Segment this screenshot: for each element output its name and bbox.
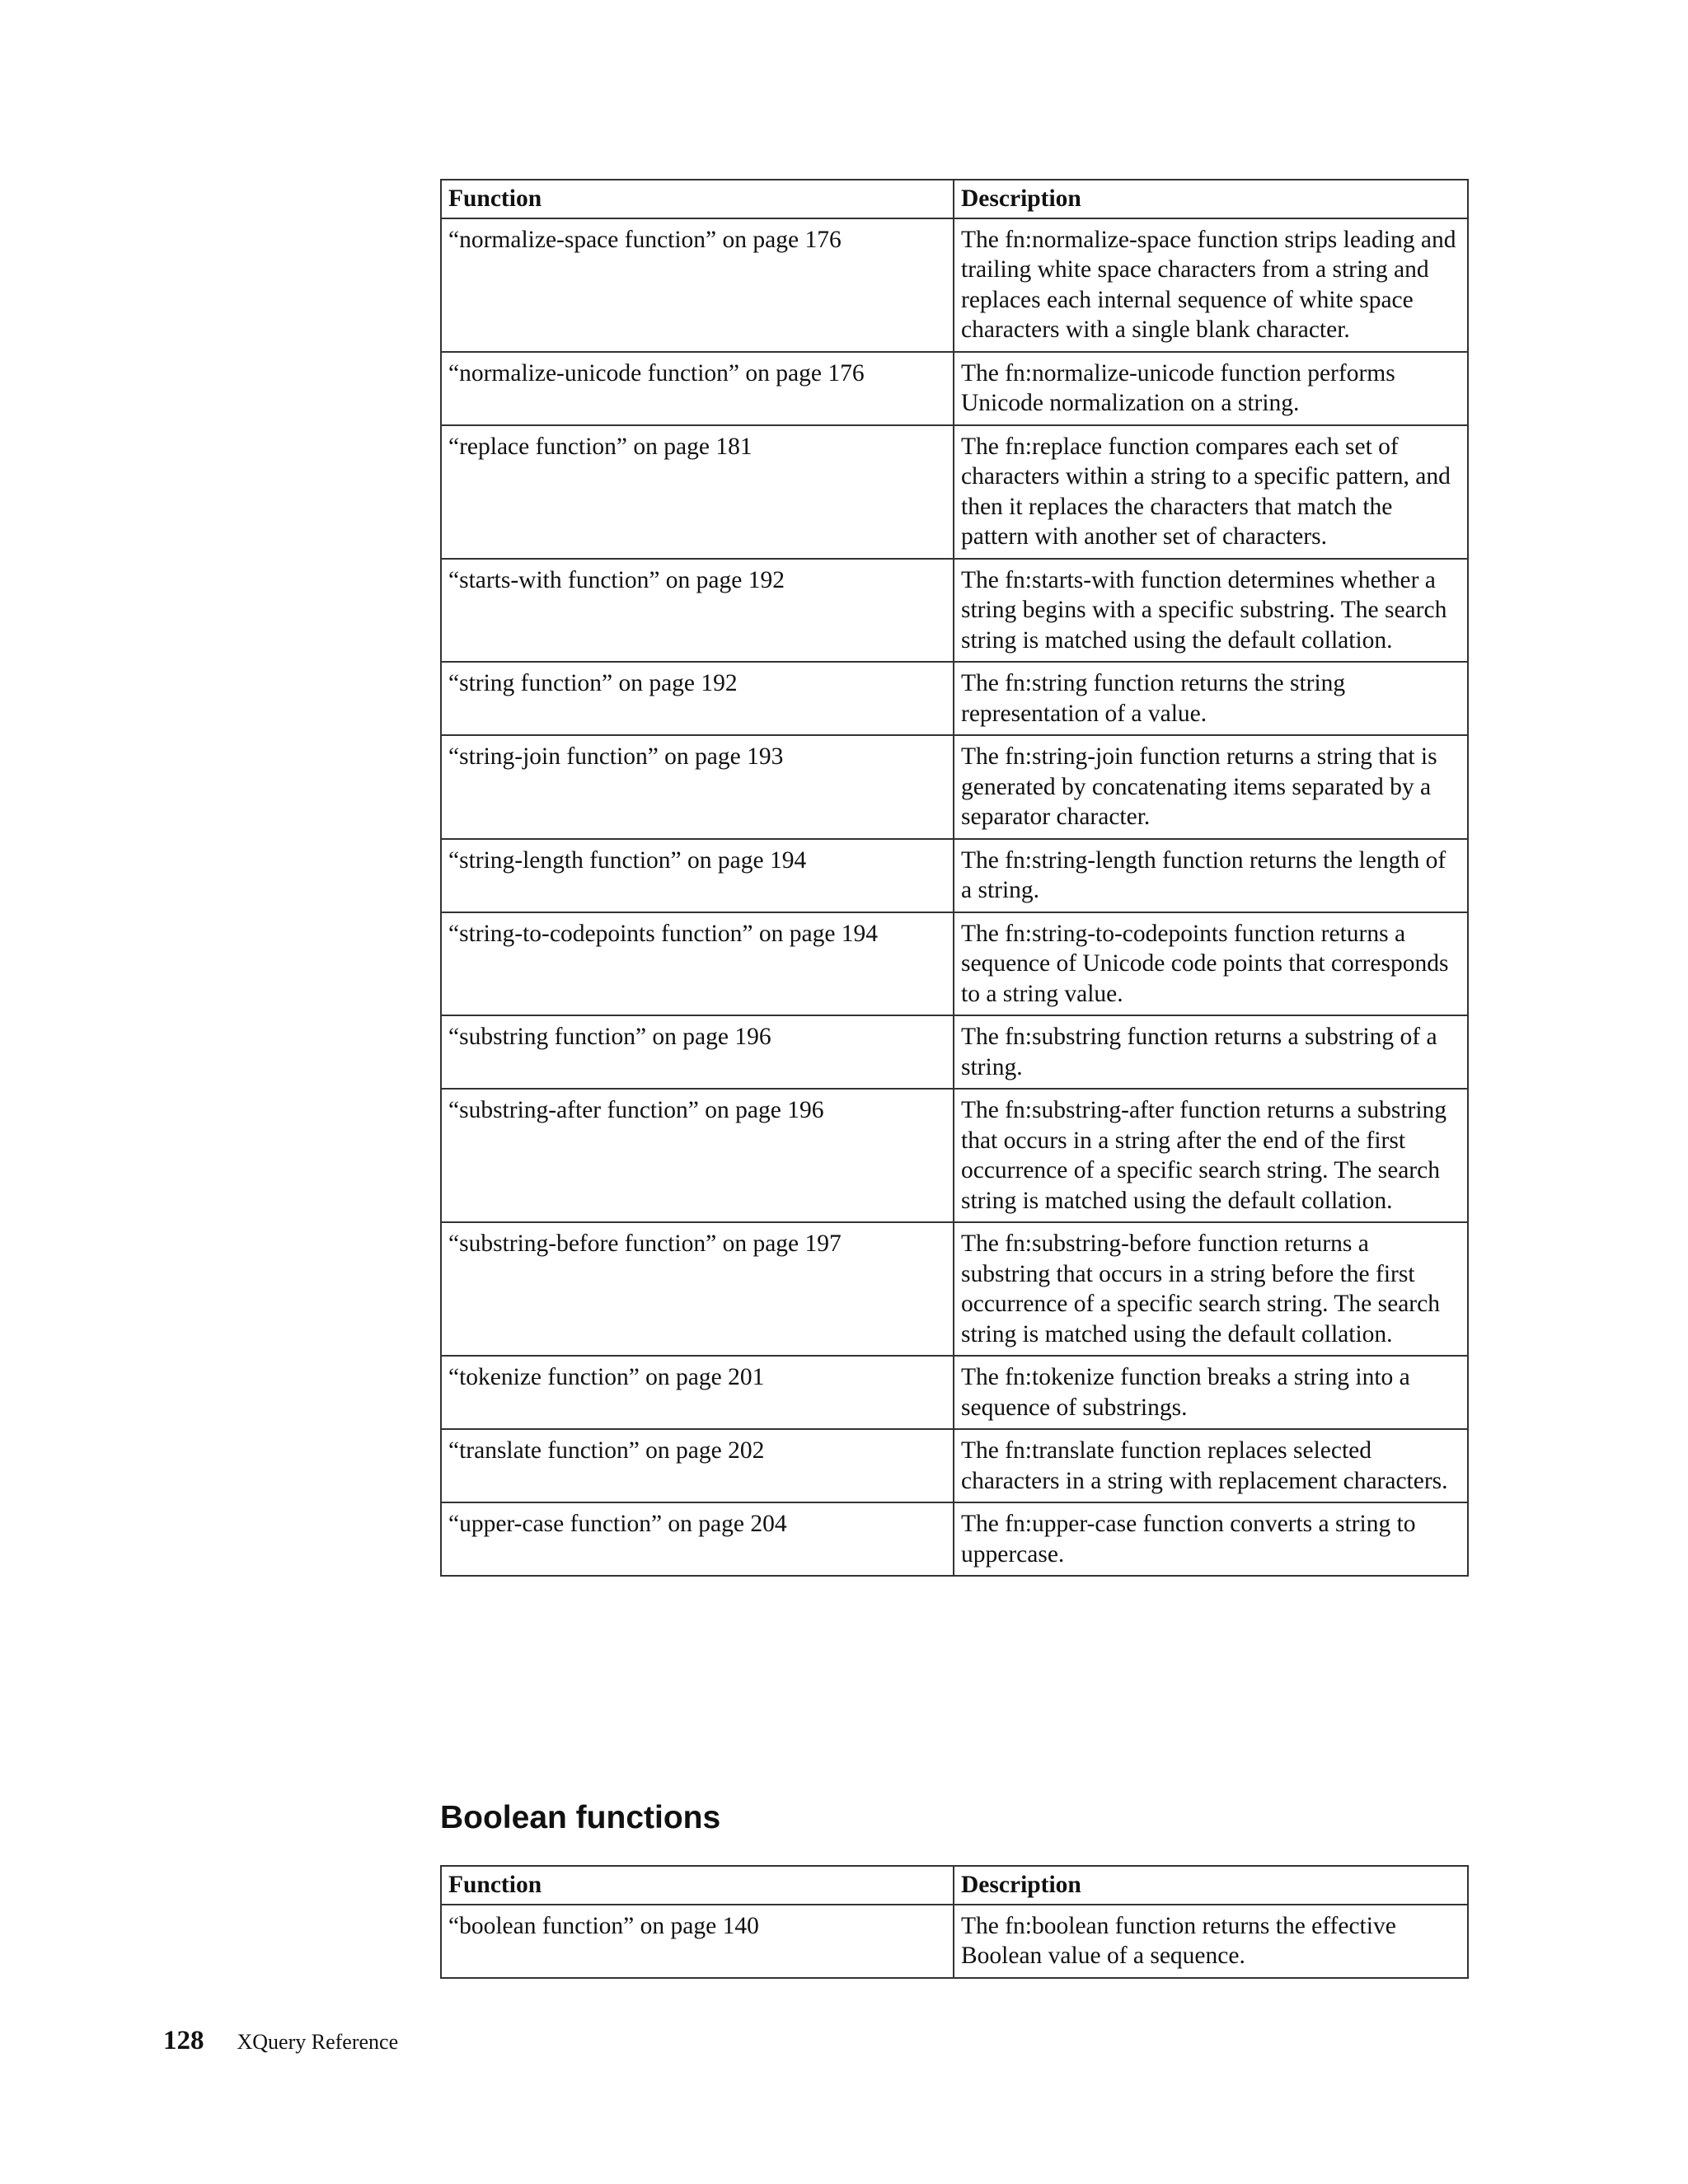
function-reference-link[interactable]: “string-length function” on page 194: [441, 839, 954, 912]
table-row: [441, 425, 1468, 559]
table-row: [441, 559, 1468, 663]
function-description: The fn:string function returns the string representation of a value.: [954, 662, 1468, 735]
function-reference-link[interactable]: “upper-case function” on page 204: [441, 1502, 954, 1576]
function-description: The fn:starts-with function determines whether a string begins with a specific substring. The search string is matched using the default collation.: [954, 559, 1468, 663]
function-description: The fn:tokenize function breaks a string into a sequence of substrings.: [954, 1356, 1468, 1429]
string-functions-rows: [441, 218, 1468, 1577]
function-reference-link[interactable]: “starts-with function” on page 192: [441, 559, 954, 663]
table-row: [441, 1356, 1468, 1429]
table-row: [441, 1015, 1468, 1089]
function-reference-link[interactable]: “replace function” on page 181: [441, 425, 954, 559]
boolean-functions-table: [440, 1865, 1469, 1979]
function-reference-link[interactable]: “string-join function” on page 193: [441, 735, 954, 839]
column-header-function: Function: [441, 180, 954, 218]
function-description: The fn:string-to-codepoints function returns a sequence of Unicode code points that corresponds to a string value.: [954, 912, 1468, 1016]
function-description: The fn:string-length function returns the length of a string.: [954, 839, 1468, 912]
function-description: The fn:normalize-unicode function performs Unicode normalization on a string.: [954, 352, 1468, 425]
function-reference-link[interactable]: “substring function” on page 196: [441, 1015, 954, 1089]
page-footer: [163, 2026, 398, 2056]
function-reference-link[interactable]: “translate function” on page 202: [441, 1429, 954, 1502]
section-heading-boolean-functions: Boolean functions: [440, 1800, 721, 1835]
table-row: [441, 352, 1468, 425]
table-row: [441, 662, 1468, 735]
book-title: XQuery Reference: [237, 2030, 399, 2054]
table-row: [441, 1905, 1468, 1978]
table-row: [441, 218, 1468, 352]
string-functions-table: [440, 179, 1469, 1577]
function-description: The fn:normalize-space function strips leading and trailing white space characters from a string and replaces each internal sequence of white space characters with a single blank character.: [954, 218, 1468, 352]
table-row: [441, 1429, 1468, 1502]
page-number: 128: [163, 2026, 204, 2055]
table-row: [441, 1089, 1468, 1222]
table-row: [441, 1502, 1468, 1576]
table-row: [441, 735, 1468, 839]
column-header-description: Description: [954, 180, 1468, 218]
table-row: [441, 1222, 1468, 1356]
table-header-row: [441, 180, 1468, 218]
function-reference-link[interactable]: “substring-before function” on page 197: [441, 1222, 954, 1356]
function-description: The fn:substring-after function returns a substring that occurs in a string after the end of the first occurrence of a specific search string. The search string is matched using the default collation.: [954, 1089, 1468, 1222]
function-description: The fn:replace function compares each set of characters within a string to a specific pattern, and then it replaces the characters that match the pattern with another set of characters.: [954, 425, 1468, 559]
function-reference-link[interactable]: “substring-after function” on page 196: [441, 1089, 954, 1222]
function-description: The fn:string-join function returns a string that is generated by concatenating items separated by a separator character.: [954, 735, 1468, 839]
table-header-row: [441, 1866, 1468, 1905]
column-header-description: Description: [954, 1866, 1468, 1905]
function-description: The fn:substring function returns a substring of a string.: [954, 1015, 1468, 1089]
boolean-functions-rows: [441, 1905, 1468, 1978]
function-reference-link[interactable]: “boolean function” on page 140: [441, 1905, 954, 1978]
function-reference-link[interactable]: “string-to-codepoints function” on page 194: [441, 912, 954, 1016]
function-description: The fn:substring-before function returns a substring that occurs in a string before the first occurrence of a specific search string. The search string is matched using the default collation.: [954, 1222, 1468, 1356]
table-row: [441, 839, 1468, 912]
function-reference-link[interactable]: “tokenize function” on page 201: [441, 1356, 954, 1429]
table-row: [441, 912, 1468, 1016]
column-header-function: Function: [441, 1866, 954, 1905]
function-reference-link[interactable]: “normalize-space function” on page 176: [441, 218, 954, 352]
function-reference-link[interactable]: “string function” on page 192: [441, 662, 954, 735]
function-description: The fn:upper-case function converts a string to uppercase.: [954, 1502, 1468, 1576]
function-description: The fn:boolean function returns the effective Boolean value of a sequence.: [954, 1905, 1468, 1978]
function-description: The fn:translate function replaces selected characters in a string with replacement characters.: [954, 1429, 1468, 1502]
function-reference-link[interactable]: “normalize-unicode function” on page 176: [441, 352, 954, 425]
